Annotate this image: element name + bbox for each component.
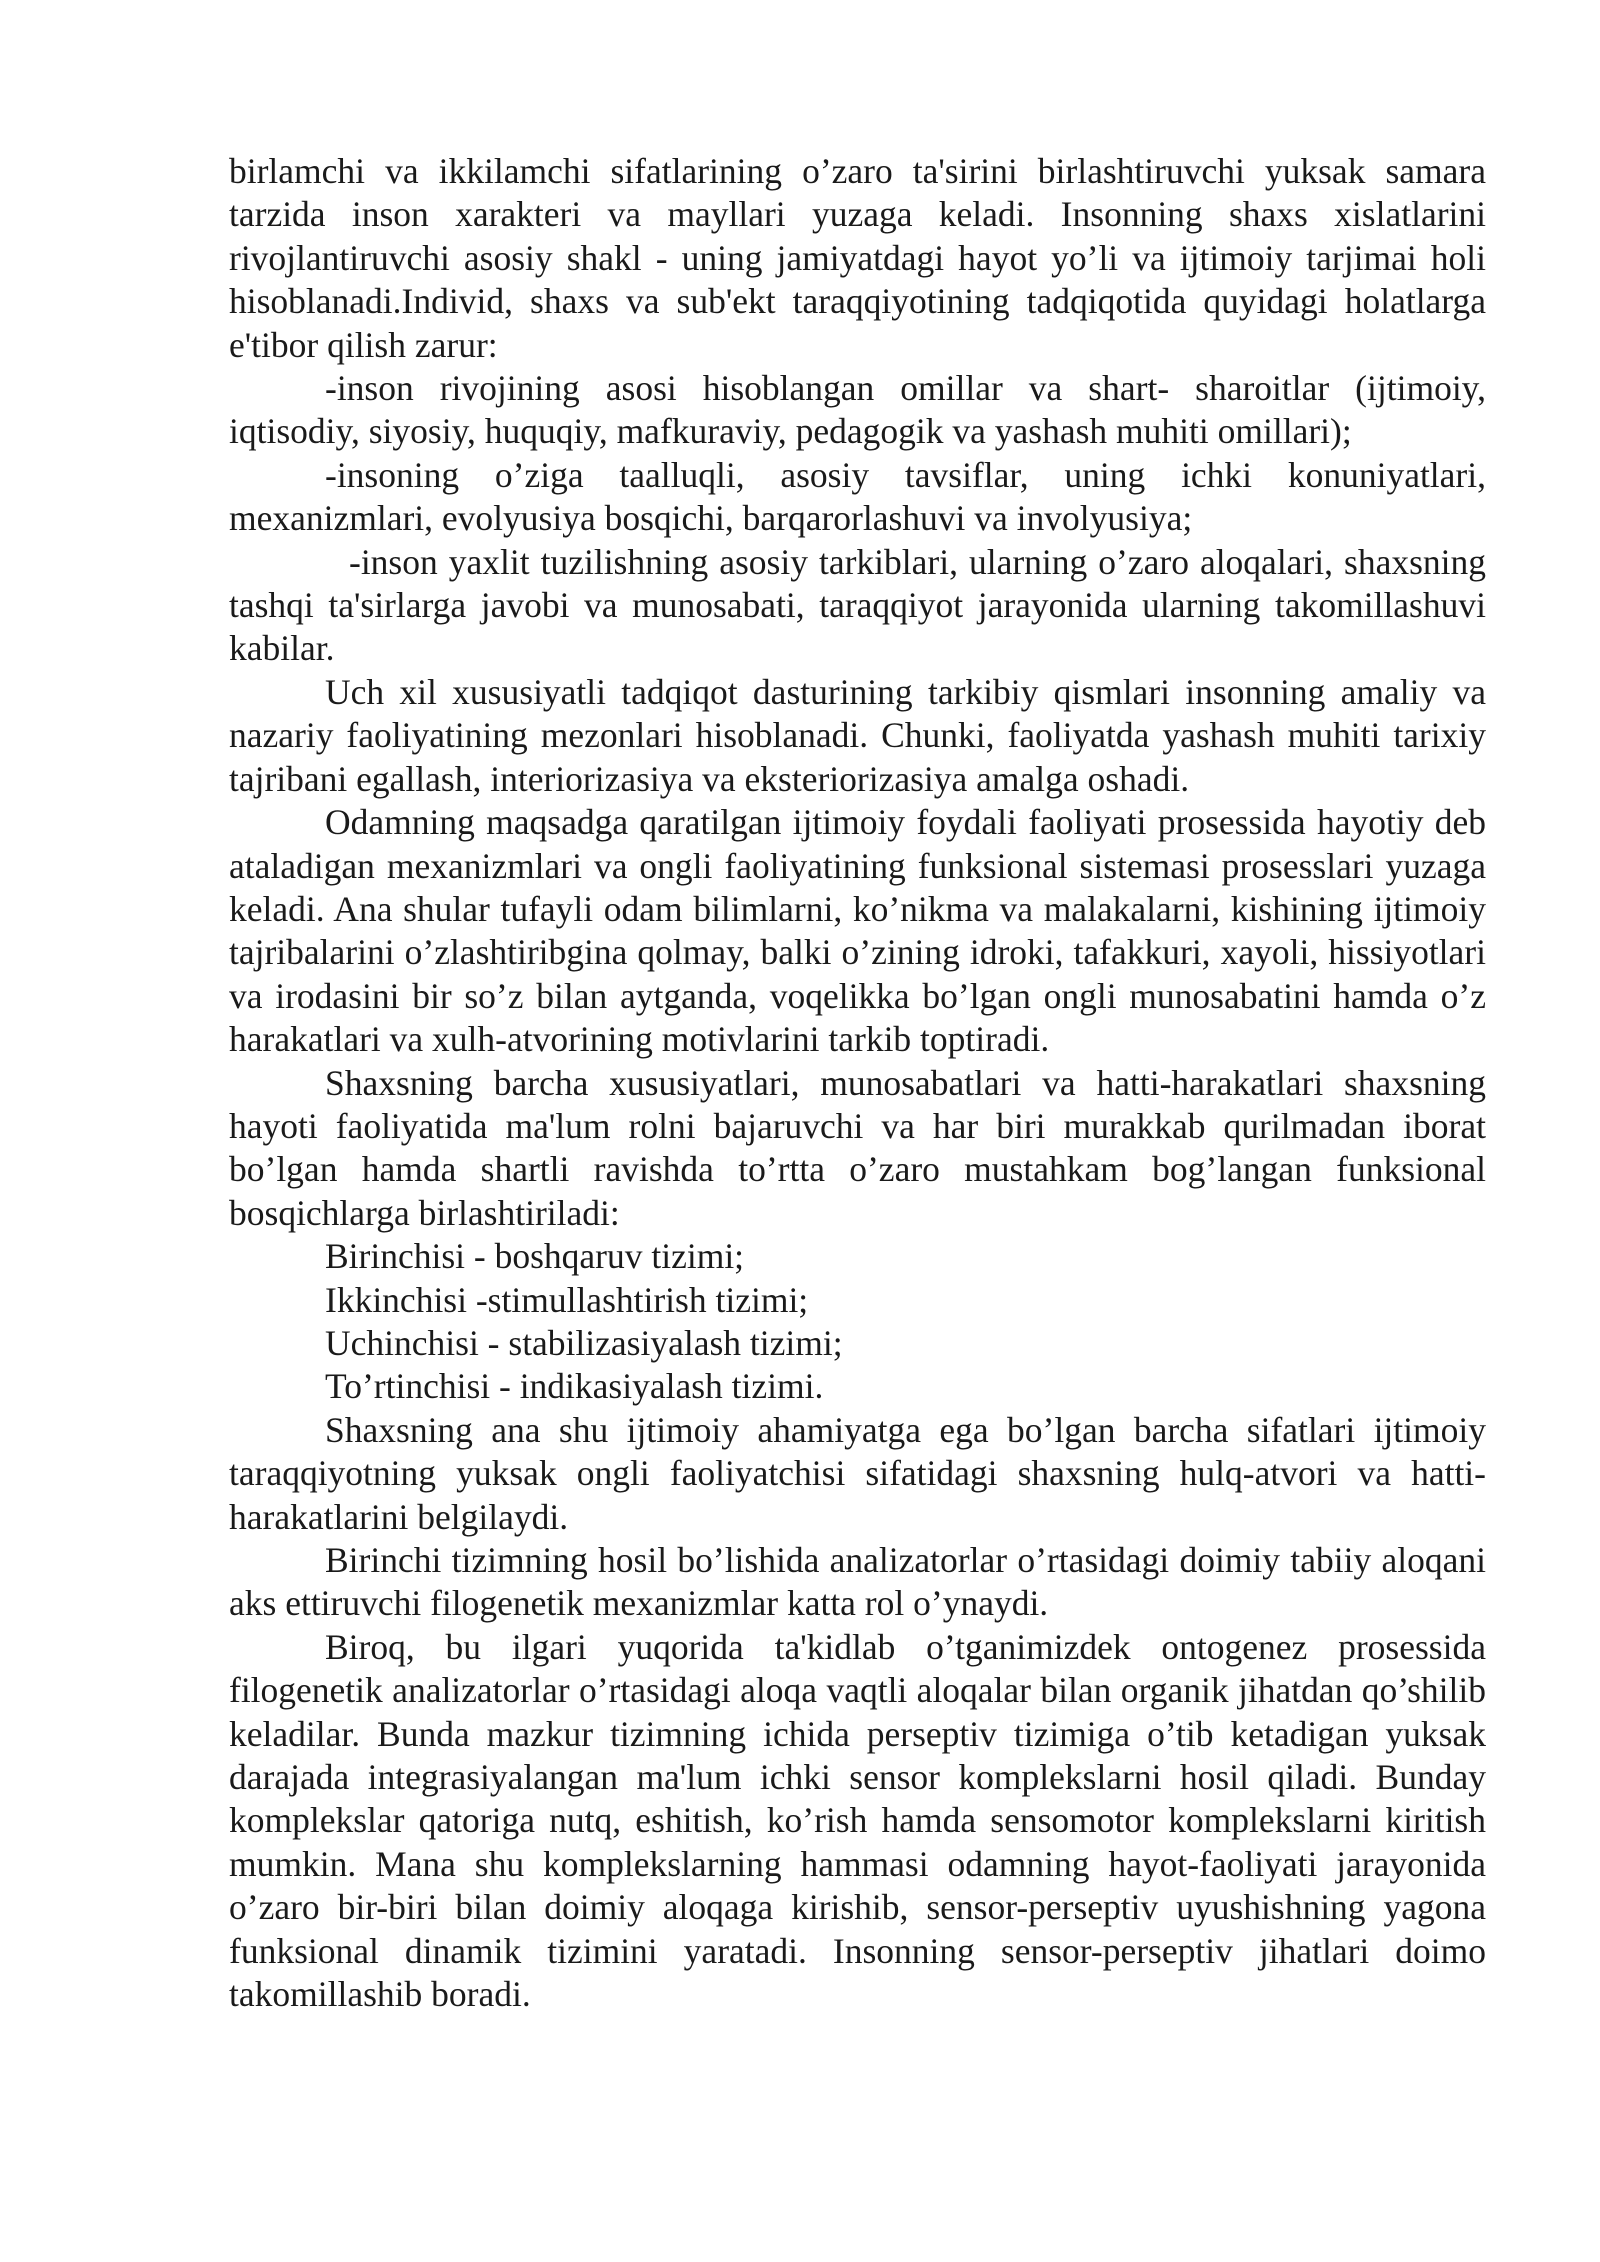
list-item-characteristics: -insoning o’ziga taalluqli, asosiy tavsiflar, uning ichki konuniyatlari, mexanizmlari, evolyusiya bosqichi, barqarorlashuvi va involyusiya; [229,454,1486,539]
paragraph-activity-mechanisms: Odamning maqsadga qaratilgan ijtimoiy foydali faoliyati prosessida hayotiy deb ataladigan mexanizmlari va ongli faoliyatining funksional sistemasi prosesslari yuzaga keladi. Ana shular tufayli odam bilimlarni, ko’nikma va malakalarni, kishining ijtimoiy tajribalarini o’zlashtiribgina qolmay, balki o’zining idroki, tafakkuri, xayoli, hissiyotlari va irodasini bir so’z bilan aytganda, voqelikka bo’lgan ongli munosabatini hamda o’z harakatlari va xulh-atvorining motivlarini tarkib toptiradi. [229,802,1486,1060]
paragraph-research-program: Uch xil xususiyatli tadqiqot dasturining tarkibiy qismlari insonning amaliy va nazariy faoliyatining mezonlari hisoblanadi. Chunki, faoliyatda yashash muhiti tarixiy tajribani egallash, interiorizasiya va eksteriorizasiya amalga oshadi. [229,671,1486,799]
paragraph-social-qualities: Shaxsning ana shu ijtimoiy ahamiyatga ega bo’lgan barcha sifatlari ijtimoiy taraqqiyotning yuksak ongli faoliyatchisi sifatidagi shaxsning hulq-atvori va hatti-harakatlarini belgilaydi. [229,1409,1486,1537]
list-item-structure: -inson yaxlit tuzilishning asosiy tarkiblari, ularning o’zaro aloqalari, shaxsning tashqi ta'sirlarga javobi va munosabati, taraqqiyot jarayonida ularning takomillashuvi kabilar. [229,541,1486,669]
paragraph-ontogenesis: Biroq, bu ilgari yuqorida ta'kidlab o’tganimizdek ontogenez prosessida filogenetik analizatorlar o’rtasidagi aloqa vaqtli aloqalar bilan organik jihatdan qo’shilib keladilar. Bunda mazkur tizimning ichida perseptiv tizimiga o’tib ketadigan yuksak darajada integrasiyalangan ma'lum ichki sensor komplekslarni hosil qiladi. Bunday komplekslar qatoriga nutq, eshitish, ko’rish hamda sensomotor komplekslarni kiritish mumkin. Mana shu komplekslarning hammasi odamning hayot-faoliyati jarayonida o’zaro bir-biri bilan doimiy aloqaga kirishib, sensor-perseptiv uyushishning yagona funksional dinamik tizimini yaratadi. Insonning sensor-perseptiv jihatlari doimo takomillashib boradi. [229,1626,1486,2015]
paragraph-first-system: Birinchi tizimning hosil bo’lishida analizatorlar o’rtasidagi doimiy tabiiy aloqani aks ettiruvchi filogenetik mexanizmlar katta rol o’ynaydi. [229,1540,1486,1624]
list-item-third-system: Uchinchisi - stabilizasiyalash tizimi; [325,1322,843,1363]
document-page [229,150,1486,2016]
list-item-fourth-system: To’rtinchisi - indikasiyalash tizimi. [325,1366,824,1407]
list-item-first-system: Birinchisi - boshqaruv tizimi; [325,1236,745,1277]
list-item-factors: -inson rivojining asosi hisoblangan omillar va shart- sharoitlar (ijtimoiy, iqtisodiy, siyosiy, huquqiy, mafkuraviy, pedagogik va yashash muhiti omillari); [229,368,1486,452]
paragraph-intro: birlamchi va ikkilamchi sifatlarining o’zaro ta'sirini birlashtiruvchi yuksak samara tarzida inson xarakteri va mayllari yuzaga keladi. Insonning shaxs xislatlarini rivojlantiruvchi asosiy shakl - uning jamiyatdagi hayot yo’li va ijtimoiy tarjimai holi hisoblanadi.Individ, shaxs va sub'ekt taraqqiyotining tadqiqotida quyidagi holatlarga e'tibor qilish zarur: [229,151,1486,365]
list-item-second-system: Ikkinchisi -stimullashtirish tizimi; [325,1279,809,1320]
paragraph-personality-stages: Shaxsning barcha xususiyatlari, munosabatlari va hatti-harakatlari shaxsning hayoti faoliyatida ma'lum rolni bajaruvchi va har biri murakkab qurilmadan iborat bo’lgan hamda shartli ravishda to’rtta o’zaro mustahkam bog’langan funksional bosqichlarga birlashtiriladi: [229,1062,1486,1233]
